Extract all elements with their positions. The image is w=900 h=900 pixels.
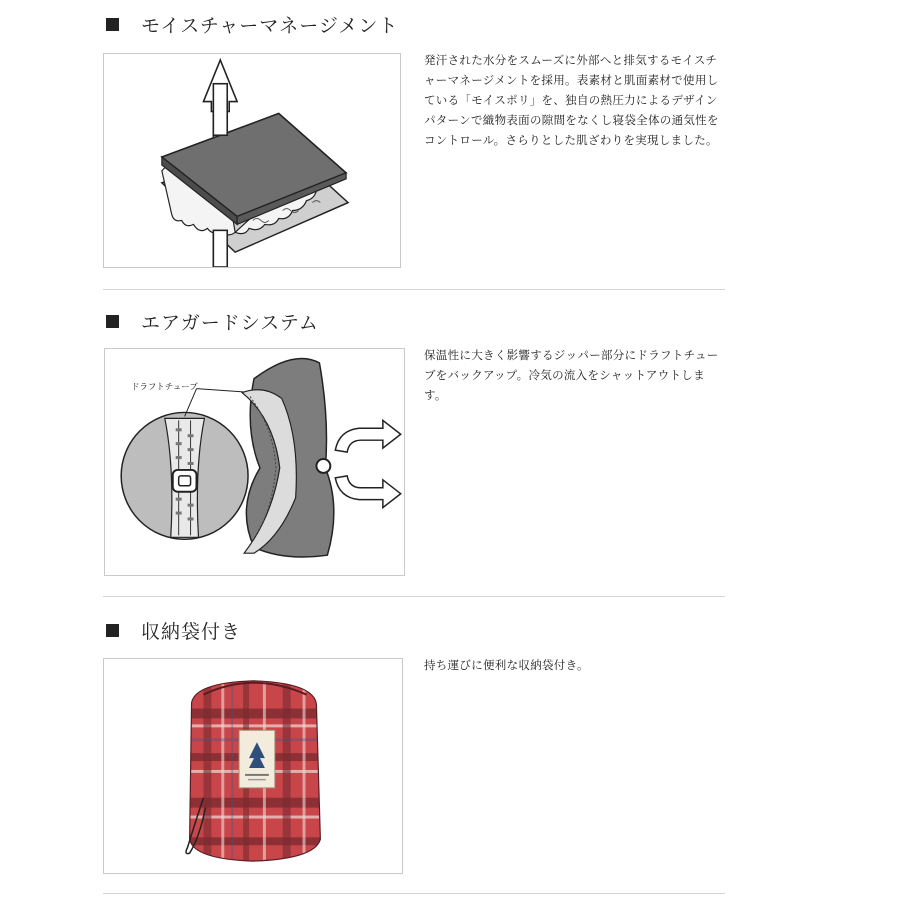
square-bullet-icon — [106, 18, 119, 31]
section-description: 持ち運びに便利な収納袋付き。 — [424, 658, 589, 672]
plaid-stuff-sack-image — [104, 659, 402, 873]
section-description: 保温性に大きく影響するジッパー部分にドラフトチューブをバックアップ。冷気の流入をシャットアウトします。 — [424, 348, 719, 402]
section-divider — [103, 596, 725, 597]
section-description: 発汗された水分をスムーズに外部へと排気するモイスチャーマネージメントを採用。表素材と肌面素材で使用している「モイスポリ」を、独自の熱圧力によるデザインパターンで織物表面の隙間をなくし寝袋全体の通気性をコントロール。さらりとした肌ざわりを実現しました。 — [424, 53, 719, 147]
section-heading — [106, 617, 241, 644]
section-title: 収納袋付き — [141, 621, 242, 643]
section-divider — [103, 289, 725, 290]
square-bullet-icon — [106, 315, 119, 328]
section-divider — [103, 893, 725, 894]
zipper-draft-tube-illustration — [105, 349, 404, 575]
section-title: モイスチャーマネージメント — [141, 15, 399, 37]
section-heading — [106, 308, 319, 335]
fabric-layers-arrow-illustration — [104, 54, 400, 267]
section-title: エアガードシステム — [141, 312, 319, 334]
storage-bag-photo — [103, 658, 403, 874]
draft-tube-callout: ドラフトチューブ — [131, 381, 198, 392]
section-heading — [106, 11, 398, 38]
air-guard-illustration — [104, 348, 405, 576]
moisture-illustration — [103, 53, 401, 268]
square-bullet-icon — [106, 624, 119, 637]
